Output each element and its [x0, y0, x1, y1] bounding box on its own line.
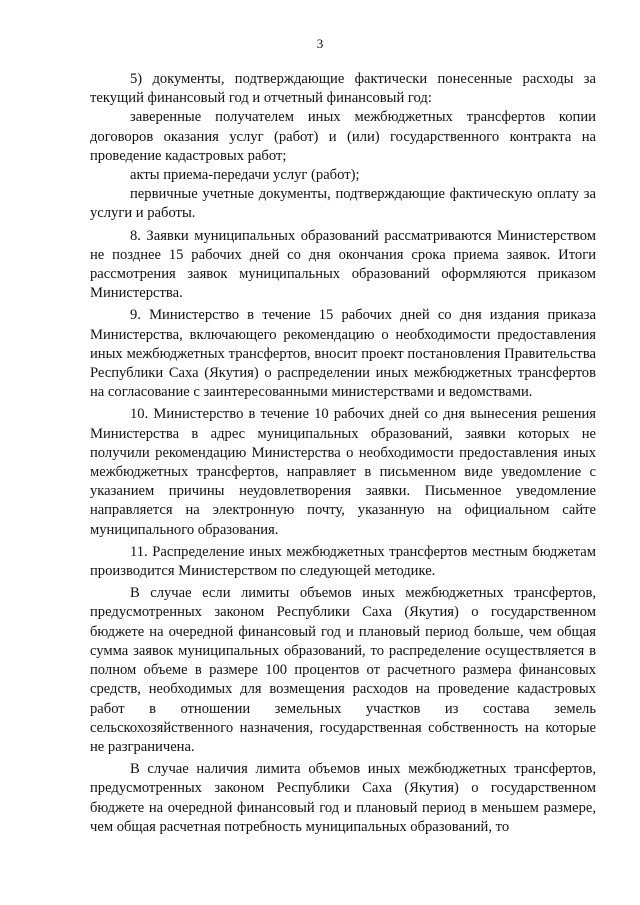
paragraph-clause-11: 11. Распределение иных межбюджетных трансфертов местным бюджетам производится Министерством по следующей методике.: [90, 543, 596, 580]
paragraph-primary-documents: первичные учетные документы, подтверждающие фактическую оплату за услуги и работы.: [90, 186, 596, 222]
paragraph-certified-copies: заверенные получателем иных межбюджетных трансфертов копии договоров оказания услуг (работ) и (или) государственного контракта на проведение кадастровых работ;: [90, 109, 596, 164]
paragraph-limited-distribution: В случае наличия лимита объемов иных межбюджетных трансфертов, предусмотренных законом Республики Саха (Якутия) о государственном бюджете на очередной финансовый год и плановый период в меньшем размере, чем общая расчетная потребность муниципальных образований, то: [90, 761, 596, 835]
document-body: [90, 70, 596, 837]
paragraph-full-distribution: В случае если лимиты объемов иных межбюджетных трансфертов, предусмотренных законом Республики Саха (Якутия) о государственном бюджете на очередной финансовый год и плановый период больше, чем общая сумма заявок муниципальных образований, то распределение осуществляется в полном объеме в размере 100 процентов от расчетного размера финансовых средств, необходимых для возмещения расходов на проведение кадастровых работ в отношении земельных участков из состава земель сельскохозяйственного назначения, государственная собственность на которые не разграничена.: [90, 585, 596, 755]
paragraph-clause-9: 9. Министерство в течение 15 рабочих дней со дня издания приказа Министерства, включающего рекомендацию о необходимости предоставления иных межбюджетных трансфертов, вносит проект постановления Правительства Республики Саха (Якутия) о распределении иных межбюджетных трансфертов на согласование с заинтересованными министерствами и ведомствами.: [90, 307, 596, 401]
paragraph-item-5: 5) документы, подтверждающие фактически понесенные расходы за текущий финансовый год и отчетный финансовый год:: [90, 71, 596, 107]
page-number: 3: [316, 36, 324, 51]
paragraph-clause-10: 10. Министерство в течение 10 рабочих дней со дня вынесения решения Министерства в адрес муниципальных образований, заявки которых не получили рекомендацию Министерства о необходимости предоставления иных межбюджетных трансфертов, направляет в письменном виде уведомление с указанием причины неудовлетворения заявки. Письменное уведомление направляется на электронную почту, указанную на официальном сайте муниципального образования.: [90, 406, 596, 538]
paragraph-acceptance-acts: акты приема-передачи услуг (работ);: [130, 167, 360, 184]
paragraph-clause-8: 8. Заявки муниципальных образований рассматриваются Министерством не позднее 15 рабочих дней со дня окончания срока приема заявок. Итоги рассмотрения заявок муниципальных образований оформляются приказом Министерства.: [90, 227, 596, 302]
